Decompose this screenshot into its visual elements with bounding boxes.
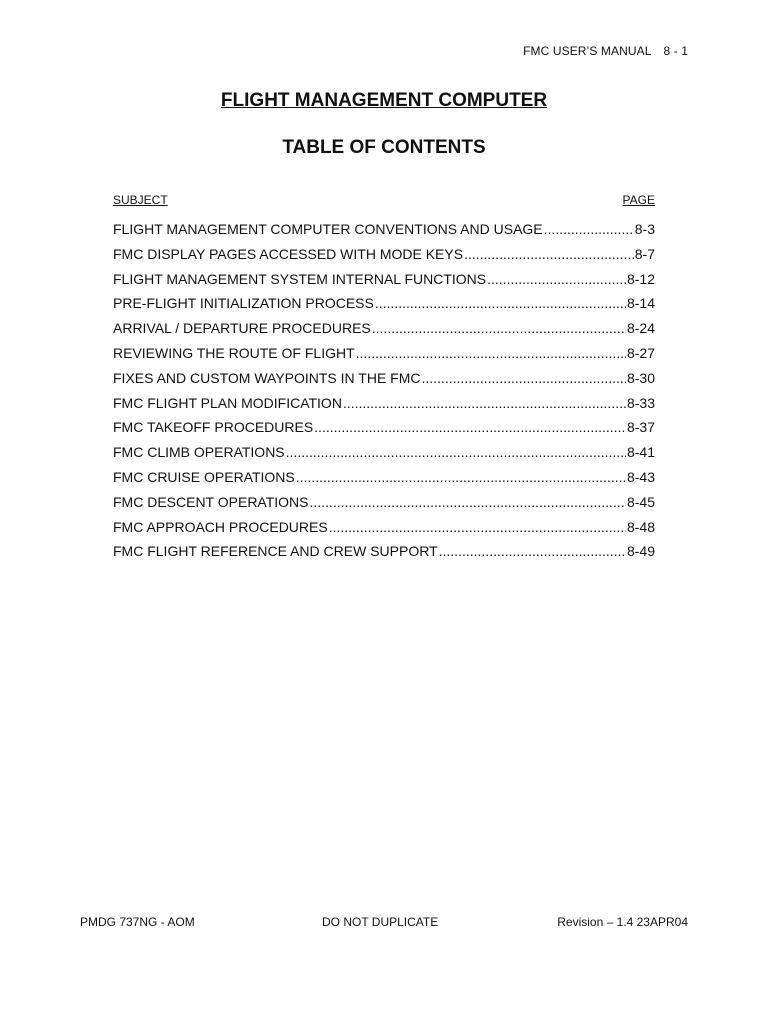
document-title (0, 90, 768, 112)
toc-leader-dots (487, 271, 626, 287)
toc-entry[interactable] (113, 295, 655, 320)
document-title-text: FLIGHT MANAGEMENT COMPUTER (220, 90, 548, 111)
toc-entry-page: 8-27 (626, 344, 655, 361)
toc-entry[interactable] (113, 320, 655, 345)
toc-leader-dots (544, 221, 634, 237)
toc-leader-dots (422, 370, 626, 386)
toc-leader-dots (464, 246, 634, 262)
toc-entry[interactable] (113, 444, 655, 469)
toc-entry-page: 8-14 (626, 295, 655, 312)
toc-entry-subject: REVIEWING THE ROUTE OF FLIGHT (113, 344, 355, 361)
toc-entry-subject: FLIGHT MANAGEMENT SYSTEM INTERNAL FUNCTIONS (113, 270, 487, 287)
toc-entry-subject: FIXES AND CUSTOM WAYPOINTS IN THE FMC (113, 369, 421, 386)
toc-entry-subject: ARRIVAL / DEPARTURE PROCEDURES (113, 320, 371, 337)
toc-entry[interactable] (113, 271, 655, 296)
toc-entry-page: 8-24 (626, 320, 655, 337)
toc-entry-subject: FMC FLIGHT REFERENCE AND CREW SUPPORT (113, 543, 438, 560)
toc-entry[interactable] (113, 519, 655, 544)
footer-notice: DO NOT DUPLICATE (322, 915, 439, 929)
toc-entry-subject: FMC DESCENT OPERATIONS (113, 493, 309, 510)
footer-document-name: PMDG 737NG - AOM (80, 915, 195, 929)
toc-leader-dots (296, 469, 626, 485)
toc-leader-dots (356, 345, 626, 361)
toc-entry[interactable] (113, 221, 655, 246)
toc-entry-page: 8-33 (626, 394, 655, 411)
toc-entry-subject: FLIGHT MANAGEMENT COMPUTER CONVENTIONS AND USAGE (113, 221, 543, 237)
toc-entry-subject: FMC DISPLAY PAGES ACCESSED WITH MODE KEYS (113, 245, 464, 262)
toc-entry-page: 8-43 (626, 468, 655, 485)
toc-entry[interactable] (113, 419, 655, 444)
toc-entry-page: 8-30 (626, 369, 655, 386)
toc-entry[interactable] (113, 370, 655, 395)
toc-entry-subject: FMC CRUISE OPERATIONS (113, 468, 295, 485)
toc-entry[interactable] (113, 469, 655, 494)
page-column-label: PAGE (622, 193, 655, 207)
toc-entry-page: 8-41 (626, 444, 655, 461)
subject-column-label: SUBJECT (113, 193, 168, 207)
toc-leader-dots (372, 320, 626, 336)
toc-entry-subject: FMC APPROACH PROCEDURES (113, 518, 328, 535)
toc-leader-dots (375, 295, 626, 311)
toc-entry[interactable] (113, 345, 655, 370)
toc-entry-page: 8-48 (626, 518, 655, 535)
toc-leader-dots (286, 444, 626, 460)
toc-entry-page: 8-12 (626, 270, 655, 287)
toc-leader-dots (343, 395, 626, 411)
footer-revision: Revision – 1.4 23APR04 (557, 915, 688, 929)
toc-leader-dots (439, 543, 626, 559)
toc-entry-subject: PRE-FLIGHT INITIALIZATION PROCESS (113, 295, 374, 312)
page-header (523, 44, 688, 58)
toc-list (113, 221, 655, 568)
document-subtitle: TABLE OF CONTENTS (282, 137, 486, 158)
toc-entry-subject: FMC FLIGHT PLAN MODIFICATION (113, 394, 342, 411)
toc-entry[interactable] (113, 543, 655, 568)
toc-entry-page: 8-37 (626, 419, 655, 436)
toc-entry-page: 8-49 (626, 543, 655, 560)
toc-entry-page: 8-3 (634, 221, 655, 237)
toc-leader-dots (329, 519, 626, 535)
toc-entry[interactable] (113, 246, 655, 271)
toc-entry-subject: FMC TAKEOFF PROCEDURES (113, 419, 314, 436)
toc-entry[interactable] (113, 494, 655, 519)
manual-title: FMC USER’S MANUAL (523, 44, 652, 58)
toc-entry-page: 8-45 (626, 493, 655, 510)
toc-entry[interactable] (113, 395, 655, 420)
page-number: 8 - 1 (663, 44, 688, 58)
toc-entry-page: 8-7 (634, 245, 655, 262)
toc-entry-subject: FMC CLIMB OPERATIONS (113, 444, 285, 461)
toc-leader-dots (310, 494, 626, 510)
toc-leader-dots (314, 419, 626, 435)
toc-column-headers (113, 193, 655, 207)
